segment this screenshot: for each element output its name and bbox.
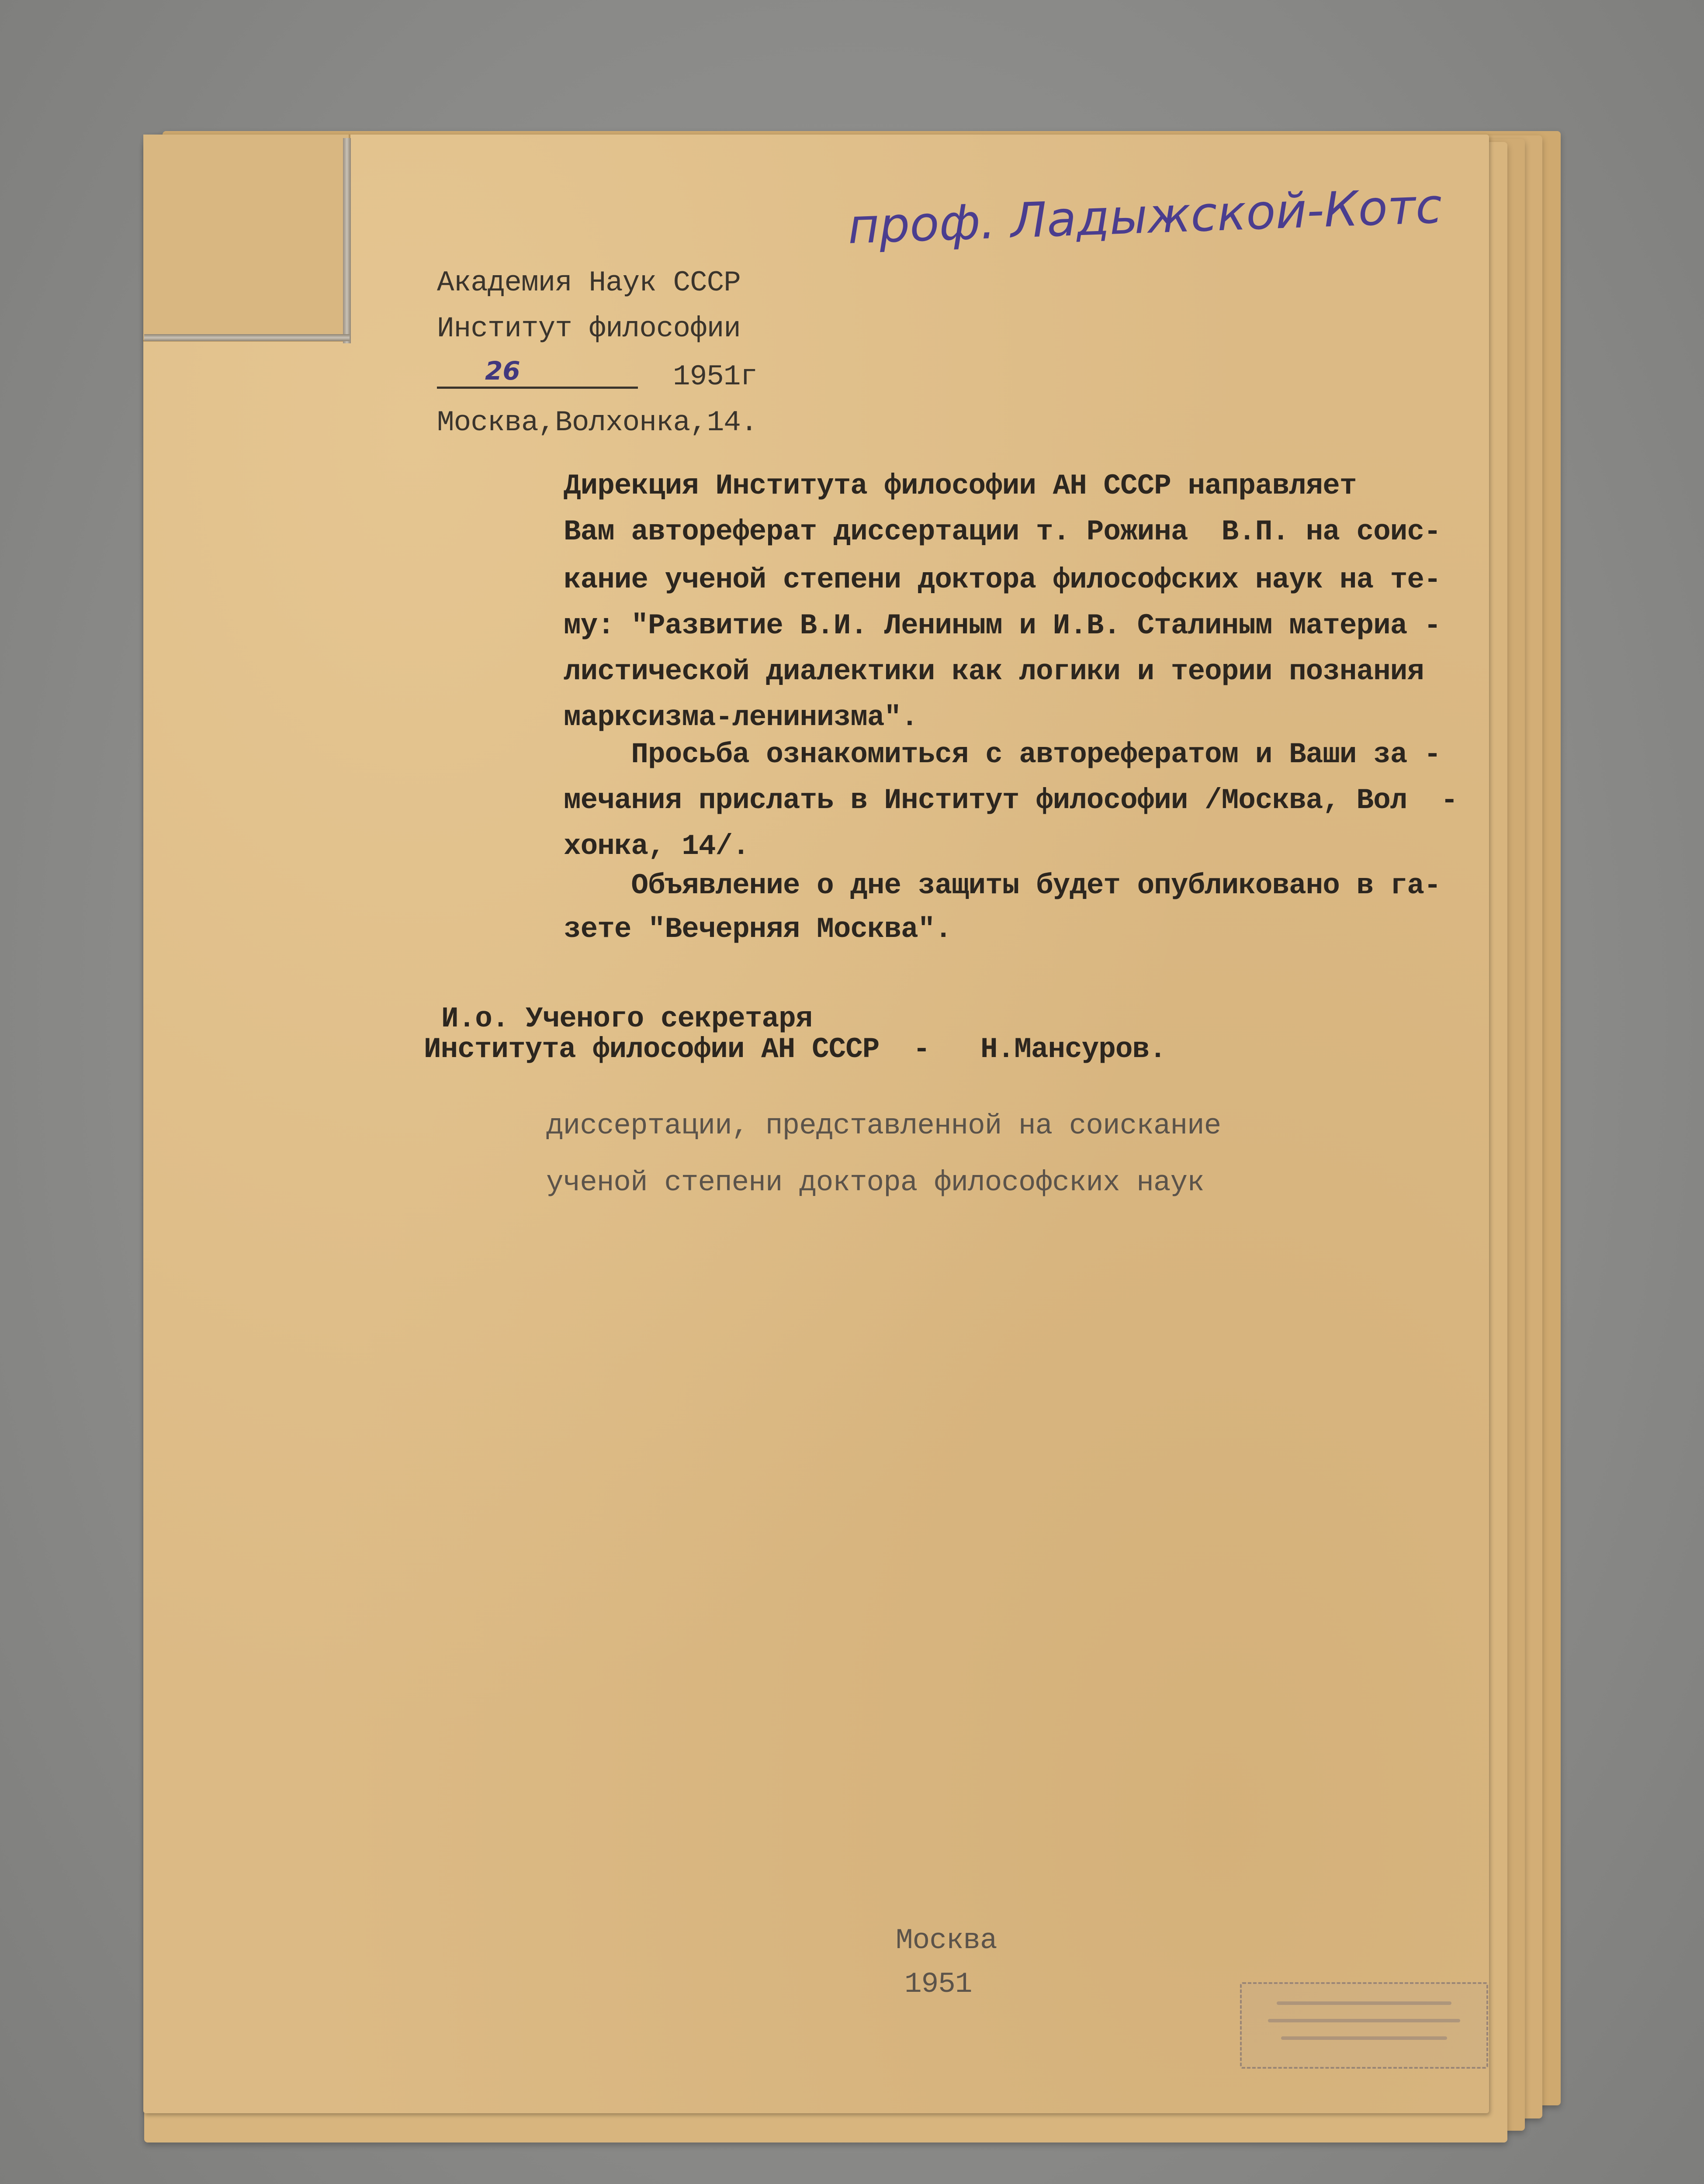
dissertation-subtitle-line2: ученой степени доктора философских наук — [546, 1166, 1204, 1199]
header-academy: Академия Наук СССР — [437, 266, 741, 299]
stamp-text-smudge — [1277, 2001, 1451, 2005]
letter-line: мечания прислать в Институт философии /Москва, Вол - — [564, 784, 1458, 817]
letter-line: листической диалектики как логики и теории познания — [564, 655, 1424, 688]
binding-thread-vertical — [343, 138, 351, 343]
binding-thread-horizontal — [144, 334, 350, 341]
letter-line: Вам автореферат диссертации т. Рожина В.П. на соис- — [564, 515, 1441, 548]
letter-line: Просьба ознакомиться с авторефератом и Ваши за - — [564, 738, 1441, 771]
signature-line: Института философии АН СССР - Н.Мансуров. — [424, 1033, 1166, 1066]
letter-line: хонка, 14/. — [564, 830, 749, 863]
date-underline — [437, 387, 638, 389]
header-year: 1951г — [673, 360, 758, 393]
handwritten-addressee: проф. Ладыжской-Котс — [847, 178, 1443, 255]
handwritten-date: 26 — [485, 356, 520, 386]
letter-line: марксизма-ленинизма". — [564, 701, 918, 734]
letter-line: Дирекция Института философии АН СССР направляет — [564, 470, 1357, 502]
header-institute: Институт философии — [437, 312, 741, 345]
footer-year: 1951 — [904, 1968, 972, 2001]
letter-line: зете "Вечерняя Москва". — [564, 913, 952, 946]
letter-line: кание ученой степени доктора философских наук на те- — [564, 563, 1441, 596]
stamp-text-smudge — [1268, 2019, 1460, 2022]
stamp-text-smudge — [1281, 2036, 1447, 2040]
signature-title: И.о. Ученого секретаря — [441, 1002, 813, 1035]
dissertation-subtitle-line1: диссертации, представленной на соискание — [546, 1109, 1221, 1142]
folded-corner-flap — [143, 135, 350, 342]
header-address: Москва,Волхонка,14. — [437, 406, 758, 439]
letter-line: Объявление о дне защиты будет опубликовано в га- — [564, 869, 1441, 902]
library-stamp — [1240, 1982, 1488, 2069]
footer-city: Москва — [896, 1924, 997, 1957]
letter-line: му: "Развитие В.И. Лениным и И.В. Сталиным материа - — [564, 609, 1441, 642]
